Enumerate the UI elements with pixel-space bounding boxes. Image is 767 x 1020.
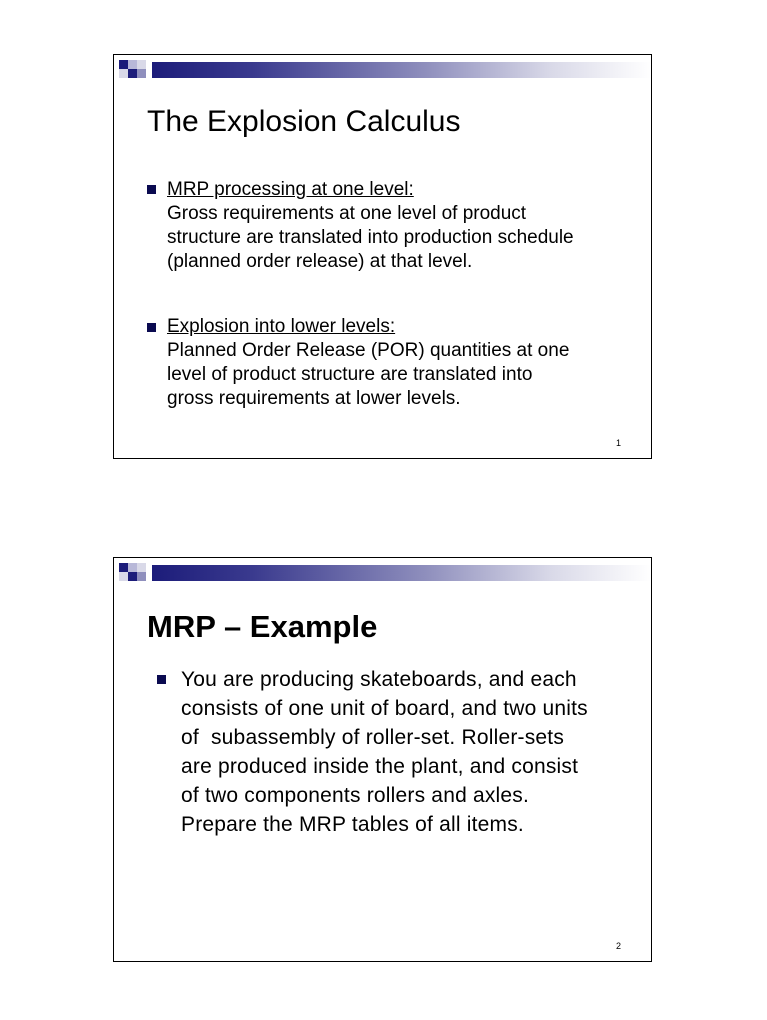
slide-title: The Explosion Calculus — [147, 105, 461, 138]
deco-square — [137, 572, 146, 581]
deco-square — [128, 60, 137, 69]
bullet-heading: Explosion into lower levels: — [167, 316, 396, 337]
bullet-line: of subassembly of roller-set. Roller-sets — [181, 726, 565, 749]
square-bullet-icon — [157, 675, 166, 684]
deco-square — [119, 69, 128, 78]
bullet-line: Gross requirements at one level of product — [167, 203, 527, 224]
slide-2 — [113, 557, 652, 962]
bullet-line: are produced inside the plant, and consist — [181, 755, 579, 778]
bullet-line: Prepare the MRP tables of all items. — [181, 813, 524, 836]
deco-square — [137, 563, 146, 572]
bullet-line: You are producing skateboards, and each — [181, 668, 577, 691]
bullet-item — [167, 178, 642, 274]
deco-square — [137, 69, 146, 78]
deco-square — [119, 563, 128, 572]
square-bullet-icon — [147, 323, 156, 332]
bullet-item — [167, 315, 642, 411]
slide-header-decoration — [114, 561, 651, 583]
bullet-line: of two components rollers and axles. — [181, 784, 530, 807]
slide-header-decoration — [114, 58, 651, 80]
square-bullet-icon — [147, 185, 156, 194]
bullet-heading: MRP processing at one level: — [167, 179, 414, 200]
slide-title: MRP – Example — [147, 609, 378, 644]
deco-square — [128, 572, 137, 581]
bullet-line: consists of one unit of board, and two units — [181, 697, 588, 720]
deco-square — [119, 60, 128, 69]
header-gradient-bar — [152, 565, 651, 581]
page-number: 1 — [615, 438, 621, 448]
bullet-line: gross requirements at lower levels. — [167, 388, 461, 409]
bullet-item — [181, 665, 651, 839]
bullet-line: Planned Order Release (POR) quantities at one — [167, 340, 570, 361]
header-gradient-bar — [152, 62, 651, 78]
page-number: 2 — [615, 941, 621, 951]
bullet-line: structure are translated into production schedule — [167, 227, 574, 248]
deco-square — [128, 69, 137, 78]
deco-square — [137, 60, 146, 69]
bullet-line: (planned order release) at that level. — [167, 251, 473, 272]
deco-square — [119, 572, 128, 581]
deco-square — [128, 563, 137, 572]
bullet-line: level of product structure are translated into — [167, 364, 533, 385]
slide-1 — [113, 54, 652, 459]
